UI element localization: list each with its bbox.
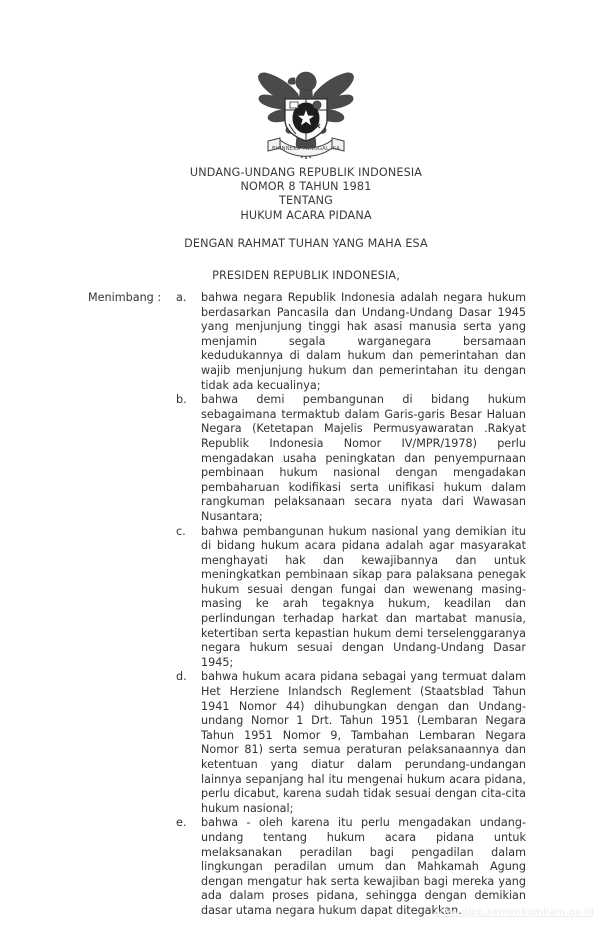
item-text-c: bahwa pembangunan hukum nasional yang demikian itu di bidang hukum acara pidana adalah agar masyarakat menghayati hak dan kewajibannya dan untuk meningkatkan pembinaan sikap para palaksana penegak hukum sesuai dengan fungai dan wewenang masing-masing ke arah tegaknya hukum, keadilan dan perlindungan terhadap harkat dan martabat manusia, ketertiban serta kepastian hukum demi terselenggaranya negara hukum sesuai dengan Undang-Undang Dasar 1945; (201, 524, 526, 669)
item-letter-a: a. (176, 291, 187, 304)
title-line-2: NOMOR 8 TAHUN 1981 (240, 180, 372, 194)
considerans-item-b (0, 393, 612, 524)
invocation-line: DENGAN RAHMAT TUHAN YANG MAHA ESA (184, 237, 428, 250)
considerans-item-d (0, 670, 612, 816)
title-line-3: TENTANG (279, 194, 333, 208)
item-letter-c: c. (176, 524, 186, 538)
footer-watermark-link[interactable]: www.djpp.kemenkumham.go.id (434, 907, 594, 918)
considerans-item-e (0, 816, 612, 918)
considerans-item-c (0, 525, 612, 671)
item-text-d: bahwa hukum acara pidana sebagai yang termuat dalam Het Herziene Inlandsch Reglement (Staatsblad Tahun 1941 Nomor 44) dihubungkan dengan dan Undang-undang Nomor 1 Drt. Tahun 1951 (Lembaran Negara Tahun 1951 Nomor 9, Tambahan Lembaran Negara Nomor 81) serta semua peraturan pelaksanaannya dan ketentuan yang diatur dalam perundang-undangan lainnya sepanjang hal itu mengenai hukum acara pidana, perlu dicabut, karena sudah tidak sesuai dengan cita-cita hukum nasional; (201, 670, 526, 815)
item-text-e: bahwa - oleh karena itu perlu mengadakan undang-undang tentang hukum acara pidana untuk melaksanakan peradilan bagi pengadilan dalam lingkungan peradilan umum dan Mahkamah Agung dengan mengatur hak serta kewajiban bagi mereka yang ada dalam proses pidana, sehingga dengan demikian dasar utama negara hukum dapat ditegakkan. (201, 816, 526, 917)
garuda-pancasila-emblem (250, 58, 362, 164)
document-title-block (0, 166, 612, 223)
pancasila-shield (285, 99, 327, 141)
considerans-item-a (0, 291, 612, 393)
item-text-a: bahwa negara Republik Indonesia adalah negara hukum berdasarkan Pancasila dan Undang-Undang Dasar 1945 yang menjunjung tinggi hak asasi manusia serta yang menjamin segala warganegara bersamaan kedudukannya di dalam hukum dan pemerintahan dan wajib menjunjung hukum dan pemerintahan itu dengan tidak ada kecualinya; (201, 291, 526, 392)
considerans-label: Menimbang : (88, 291, 162, 304)
title-line-4: HUKUM ACARA PIDANA (240, 208, 372, 222)
emblem-container (0, 58, 612, 164)
preamble-spacer (0, 251, 612, 269)
svg-text:BHINNEKA TUNGGAL IKA: BHINNEKA TUNGGAL IKA (272, 146, 340, 152)
item-text-b: bahwa demi pembangunan di bidang hukum sebagaimana termaktub dalam Garis-garis Besar Haluan Negara (Ketetapan Majelis Permusyawaratan .Rakyat Republik Indonesia Nomor IV/MPR/1978) perlu mengadakan usaha peningkatan dan penyempurnaan pembinaan hukum nasional dengan mengadakan pembaharuan kodifikasi serta unifikasi hukum dalam rangkuman pelaksanaan secara nyata dari Wawasan Nusantara; (201, 393, 526, 523)
considerans-section (0, 291, 612, 919)
document-preamble-block (0, 237, 612, 283)
item-letter-b: b. (176, 393, 187, 407)
item-letter-e: e. (176, 816, 187, 830)
authority-line: PRESIDEN REPUBLIK INDONESIA, (212, 269, 400, 283)
item-letter-d: d. (176, 670, 187, 684)
title-line-1: UNDANG-UNDANG REPUBLIK INDONESIA (189, 166, 423, 179)
